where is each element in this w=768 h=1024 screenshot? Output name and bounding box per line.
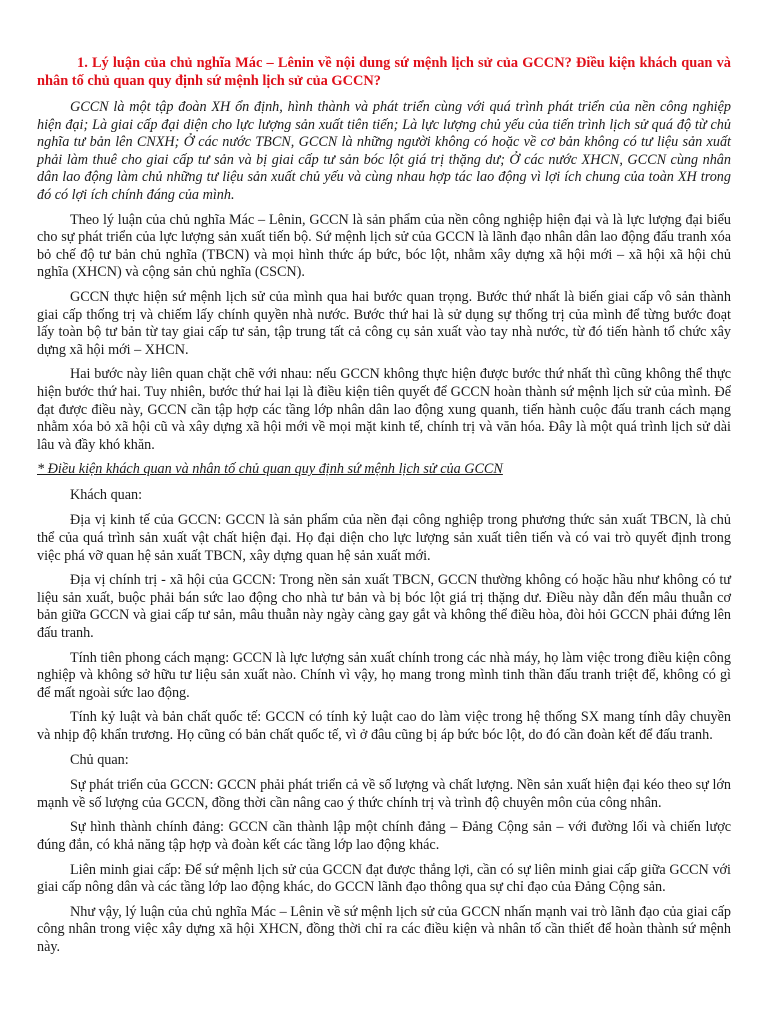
objective-vanguard-paragraph: Tính tiên phong cách mạng: GCCN là lực lượng sản xuất chính trong các nhà máy, họ làm việc trong điều kiện công nghiệp và không sở hữu tư liệu sản xuất nào. Chính vì vậy, họ mang trong mình tinh thần đấu tranh triệt để, không có gì để mất ngoài sức lao động.	[37, 649, 731, 701]
subjective-development-paragraph: Sự phát triển của GCCN: GCCN phải phát triển cả về số lượng và chất lượng. Nền sản xuất hiện đại kéo theo sự lớn mạnh về số lượng của GCCN, đồng thời cần nâng cao ý thức chính trị và trình độ chuyên môn của công nhân.	[37, 777, 731, 811]
objective-label: Khách quan:	[70, 486, 143, 503]
steps-relation-paragraph: Hai bước này liên quan chặt chẽ với nhau: nếu GCCN không thực hiện được bước thứ nhất thì cũng không thể thực hiện bước thứ hai. Tuy nhiên, bước thứ hai lại là điều kiện tiên quyết để GCCN hoàn thành sứ mệnh lịch sử của mình. Để đạt được điều này, GCCN cần tập hợp các tầng lớp nhân dân lao động xung quanh, tiến hành cuộc đấu tranh cách mạng nhằm xóa bỏ xã hội cũ và xây dựng xã hội mới về mọi mặt kinh tế, chính trị và văn hóa. Đây là một quá trình lịch sử dài lâu và đầy khó khăn.	[37, 366, 731, 453]
subjective-party-paragraph: Sự hình thành chính đảng: GCCN cần thành lập một chính đảng – Đảng Cộng sản – với đường lối và chiến lược đúng đắn, có khả năng tập hợp và đoàn kết các tầng lớp lao động khác.	[37, 819, 731, 853]
subjective-label: Chủ quan:	[70, 751, 129, 768]
intro-definition-paragraph: GCCN là một tập đoàn XH ổn định, hình thành và phát triển cùng với quá trình phát triển của nền công nghiệp hiện đại; Là giai cấp đại diện cho lực lượng sản xuất tiên tiến; Là lực lượng chủ yếu của tiến trình lịch sử quá độ từ chủ nghĩa tư bản lên CNXH; Ở các nước TBCN, GCCN là những người không có hoặc về cơ bản không có tư liệu sản xuất phải làm thuê cho giai cấp tư sản và bị giai cấp tư sản bóc lột giá trị thặng dư; Ở các nước XHCN, GCCN cùng nhân dân lao động làm chủ những tư liệu sản xuất chủ yếu và cùng nhau hợp tác lao động vì lợi ích chung của toàn XH trong đó có lợi ích chính đáng của mình.	[37, 99, 731, 203]
theory-paragraph: Theo lý luận của chủ nghĩa Mác – Lênin, GCCN là sản phẩm của nền công nghiệp hiện đại và là lực lượng đại biểu cho sự phát triển của lực lượng sản xuất tiến bộ. Sứ mệnh lịch sử của GCCN là lãnh đạo nhân dân lao động đấu tranh xóa bỏ chế độ tư bản chủ nghĩa (TBCN) và mọi hình thức áp bức, bóc lột, nhằm xây dựng xã hội mới – xã hội xã hội chủ nghĩa (XHCN) và cộng sản chủ nghĩa (CSCN).	[37, 211, 731, 281]
subjective-alliance-paragraph: Liên minh giai cấp: Để sứ mệnh lịch sử của GCCN đạt được thắng lợi, cần có sự liên minh giai cấp giữa GCCN với giai cấp nông dân và các tầng lớp lao động khác, do GCCN lãnh đạo thông qua sự chỉ đạo của Đảng Cộng sản.	[37, 861, 731, 896]
objective-political-paragraph: Địa vị chính trị - xã hội của GCCN: Trong nền sản xuất TBCN, GCCN thường không có hoặc hầu như không có tư liệu sản xuất, buộc phải bán sức lao động cho nhà tư bản và bị bóc lột giá trị thặng dư. Điều này dẫn đến mâu thuẫn cơ bản giữa GCCN và giai cấp tư sản, mâu thuẫn này ngày càng gay gắt và không thể điều hòa, đòi hỏi GCCN phải đứng lên đấu tranh.	[37, 572, 731, 642]
conditions-subheading: * Điều kiện khách quan và nhân tố chủ quan quy định sứ mệnh lịch sử của GCCN	[37, 461, 503, 478]
objective-economic-paragraph: Địa vị kinh tế của GCCN: GCCN là sản phẩm của nền đại công nghiệp trong phương thức sản xuất TBCN, là chủ thể của quá trình sản xuất vật chất hiện đại. Họ đại diện cho lực lượng sản xuất tiên tiến và có vai trò quyết định trong việc phá vỡ quan hệ sản xuất TBCN, xây dựng quan hệ sản xuất mới.	[37, 512, 731, 564]
conclusion-paragraph: Như vậy, lý luận của chủ nghĩa Mác – Lênin về sứ mệnh lịch sử của GCCN nhấn mạnh vai trò lãnh đạo của giai cấp công nhân trong việc xây dựng xã hội XHCN, đồng thời chỉ ra các điều kiện và nhân tố cần thiết để hoàn thành sứ mệnh này.	[37, 903, 731, 955]
two-steps-paragraph: GCCN thực hiện sứ mệnh lịch sử của mình qua hai bước quan trọng. Bước thứ nhất là biến giai cấp vô sản thành giai cấp thống trị và chiếm lấy chính quyền nhà nước. Bước thứ hai là sử dụng sự thống trị của mình để từng bước đoạt lấy toàn bộ tư bản từ tay giai cấp tư sản, tập trung tất cả công cụ sản xuất vào tay nhà nước, từ đó tiến hành tổ chức xây dựng xã hội mới – XHCN.	[37, 288, 731, 358]
question-heading: 1. Lý luận của chủ nghĩa Mác – Lênin về nội dung sứ mệnh lịch sử của GCCN? Điều kiện khách quan và nhân tố chủ quan quy định sứ mệnh lịch sử của GCCN?	[37, 55, 731, 89]
objective-discipline-paragraph: Tính kỷ luật và bản chất quốc tế: GCCN có tính kỷ luật cao do làm việc trong hệ thống SX mang tính dây chuyền và nhịp độ khẩn trương. Họ cũng có bản chất quốc tế, vì ở đâu cũng bị áp bức bóc lột, do đó cần đoàn kết để đấu tranh.	[37, 709, 731, 743]
